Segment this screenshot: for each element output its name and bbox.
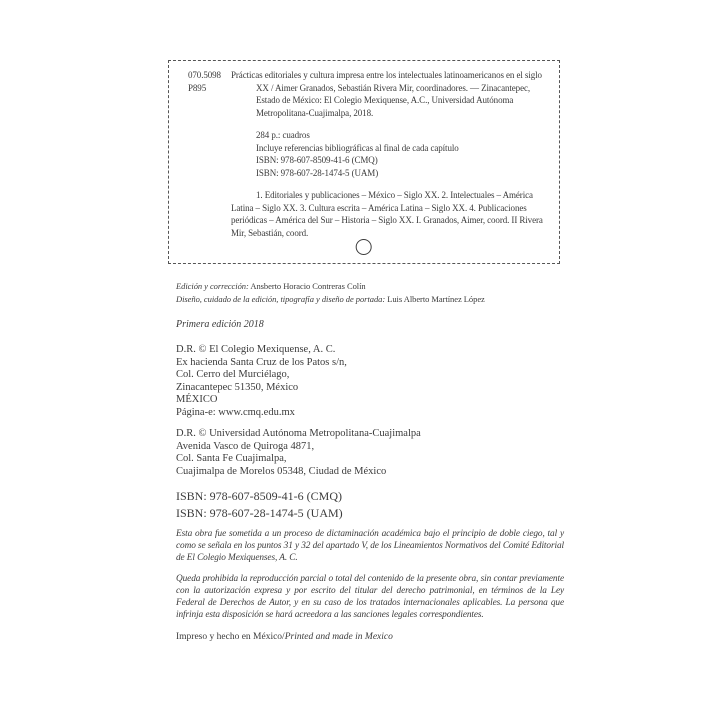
catalog-entry-column [231,69,551,239]
publisher-cmq-block [176,344,564,419]
editing-credit-name: Ansberto Horacio Contreras Colín [250,281,366,291]
publisher-cmq-address-line: Ex hacienda Santa Cruz de los Patos s/n, [176,356,347,368]
design-credit-line [176,293,564,306]
peer-review-note: Esta obra fue sometida a un proceso de dictaminación académica bajo el principio de doble ciego, tal y como se señala en los puntos 31 y 32 del apartado V, de los Lineamientos Normativos del Comité Editorial de El Colegio Mexiquenses, A. C. [176,529,564,563]
isbn-block [176,488,564,522]
design-credit-label: Diseño, cuidado de la edición, tipografía y diseño de portada: [176,294,386,304]
editing-credit-line [176,280,564,293]
credits-block [176,280,564,306]
publisher-cmq-address-line: Col. Cerro del Murciélago, [176,369,290,380]
printed-note-spanish: Impreso y hecho en México/ [176,631,285,642]
catalog-note: Incluye referencias bibliográficas al final de cada capítulo [256,142,459,153]
call-number [188,69,231,239]
publisher-uam-address-line: Col. Santa Fe Cuajimalpa, [176,453,287,464]
catalog-main-entry: Prácticas editoriales y cultura impresa entre los intelectuales latinoamericanos en el siglo XX / Aimer Granados, Sebastián Rivera Mir, coordinadores. — Zinacantepec, Estado de México: El Colegio Mexiquense, A.C., Universidad Autónoma Metropolitana-Cuajimalpa, 2018. [231,70,542,118]
catalog-description-block [231,129,551,179]
catalog-isbn-uam: ISBN: 978-607-28-1474-5 (UAM) [256,167,379,178]
publisher-uam-address-line: Avenida Vasco de Quiroga 4871, [176,440,315,452]
catalog-isbn-cmq: ISBN: 978-607-8509-41-6 (CMQ) [256,155,378,165]
cataloging-card [169,61,559,239]
isbn-line-uam: ISBN: 978-607-28-1474-5 (UAM) [176,506,343,520]
publisher-uam-address-line: Cuajimalpa de Morelos 05348, Ciudad de México [176,465,387,477]
call-number-cutter: P895 [188,82,207,93]
imprint-column [176,280,564,643]
printed-in-mexico-line [176,631,564,643]
catalog-subject-headings: 1. Editoriales y publicaciones – México – Siglo XX. 2. Intelectuales – América Latina – Siglo XX. 3. Cultura escrita – América Latina – Siglo XX. 4. Publicaciones periódicas – América del Sur – Historia – Siglo XX. I. Granados, Aimer, coord. II Rivera Mir, Sebastián, coord. [231,190,543,238]
edition-note: Primera edición 2018 [176,319,264,330]
catalog-extent: 284 p.: cuadros [256,130,310,140]
rights-reserved-note: Queda prohibida la reproducción parcial o total del contenido de la presente obra, sin contar previamente con la autorización expresa y por escrito del titular del derecho patrimonial, en términos de la Ley Federal de Derechos de Autor, y en su caso de los tratados internacionales aplicables. La persona que infrinja esta disposición se hará acreedora a las sanciones legales correspondientes. [176,574,564,621]
publisher-uam-rights: D.R. © Universidad Autónoma Metropolitana-Cuajimalpa [176,428,421,439]
publisher-cmq-address-line: Zinacantepec 51350, México [176,381,299,393]
publisher-cmq-website: Página-e: www.cmq.edu.mx [176,406,295,418]
printed-note-english: Printed and made in Mexico [284,631,393,642]
isbn-line-cmq: ISBN: 978-607-8509-41-6 (CMQ) [176,489,342,503]
editing-credit-label: Edición y corrección: [176,281,249,291]
publisher-cmq-rights: D.R. © El Colegio Mexiquense, A. C. [176,344,336,355]
cataloging-box [168,60,560,264]
publisher-cmq-address-line: MÉXICO [176,394,218,405]
call-number-class: 070.5098 [188,70,221,80]
publisher-uam-block [176,428,564,478]
circle-mark-icon [356,239,372,255]
design-credit-name: Luis Alberto Martínez López [387,294,485,304]
